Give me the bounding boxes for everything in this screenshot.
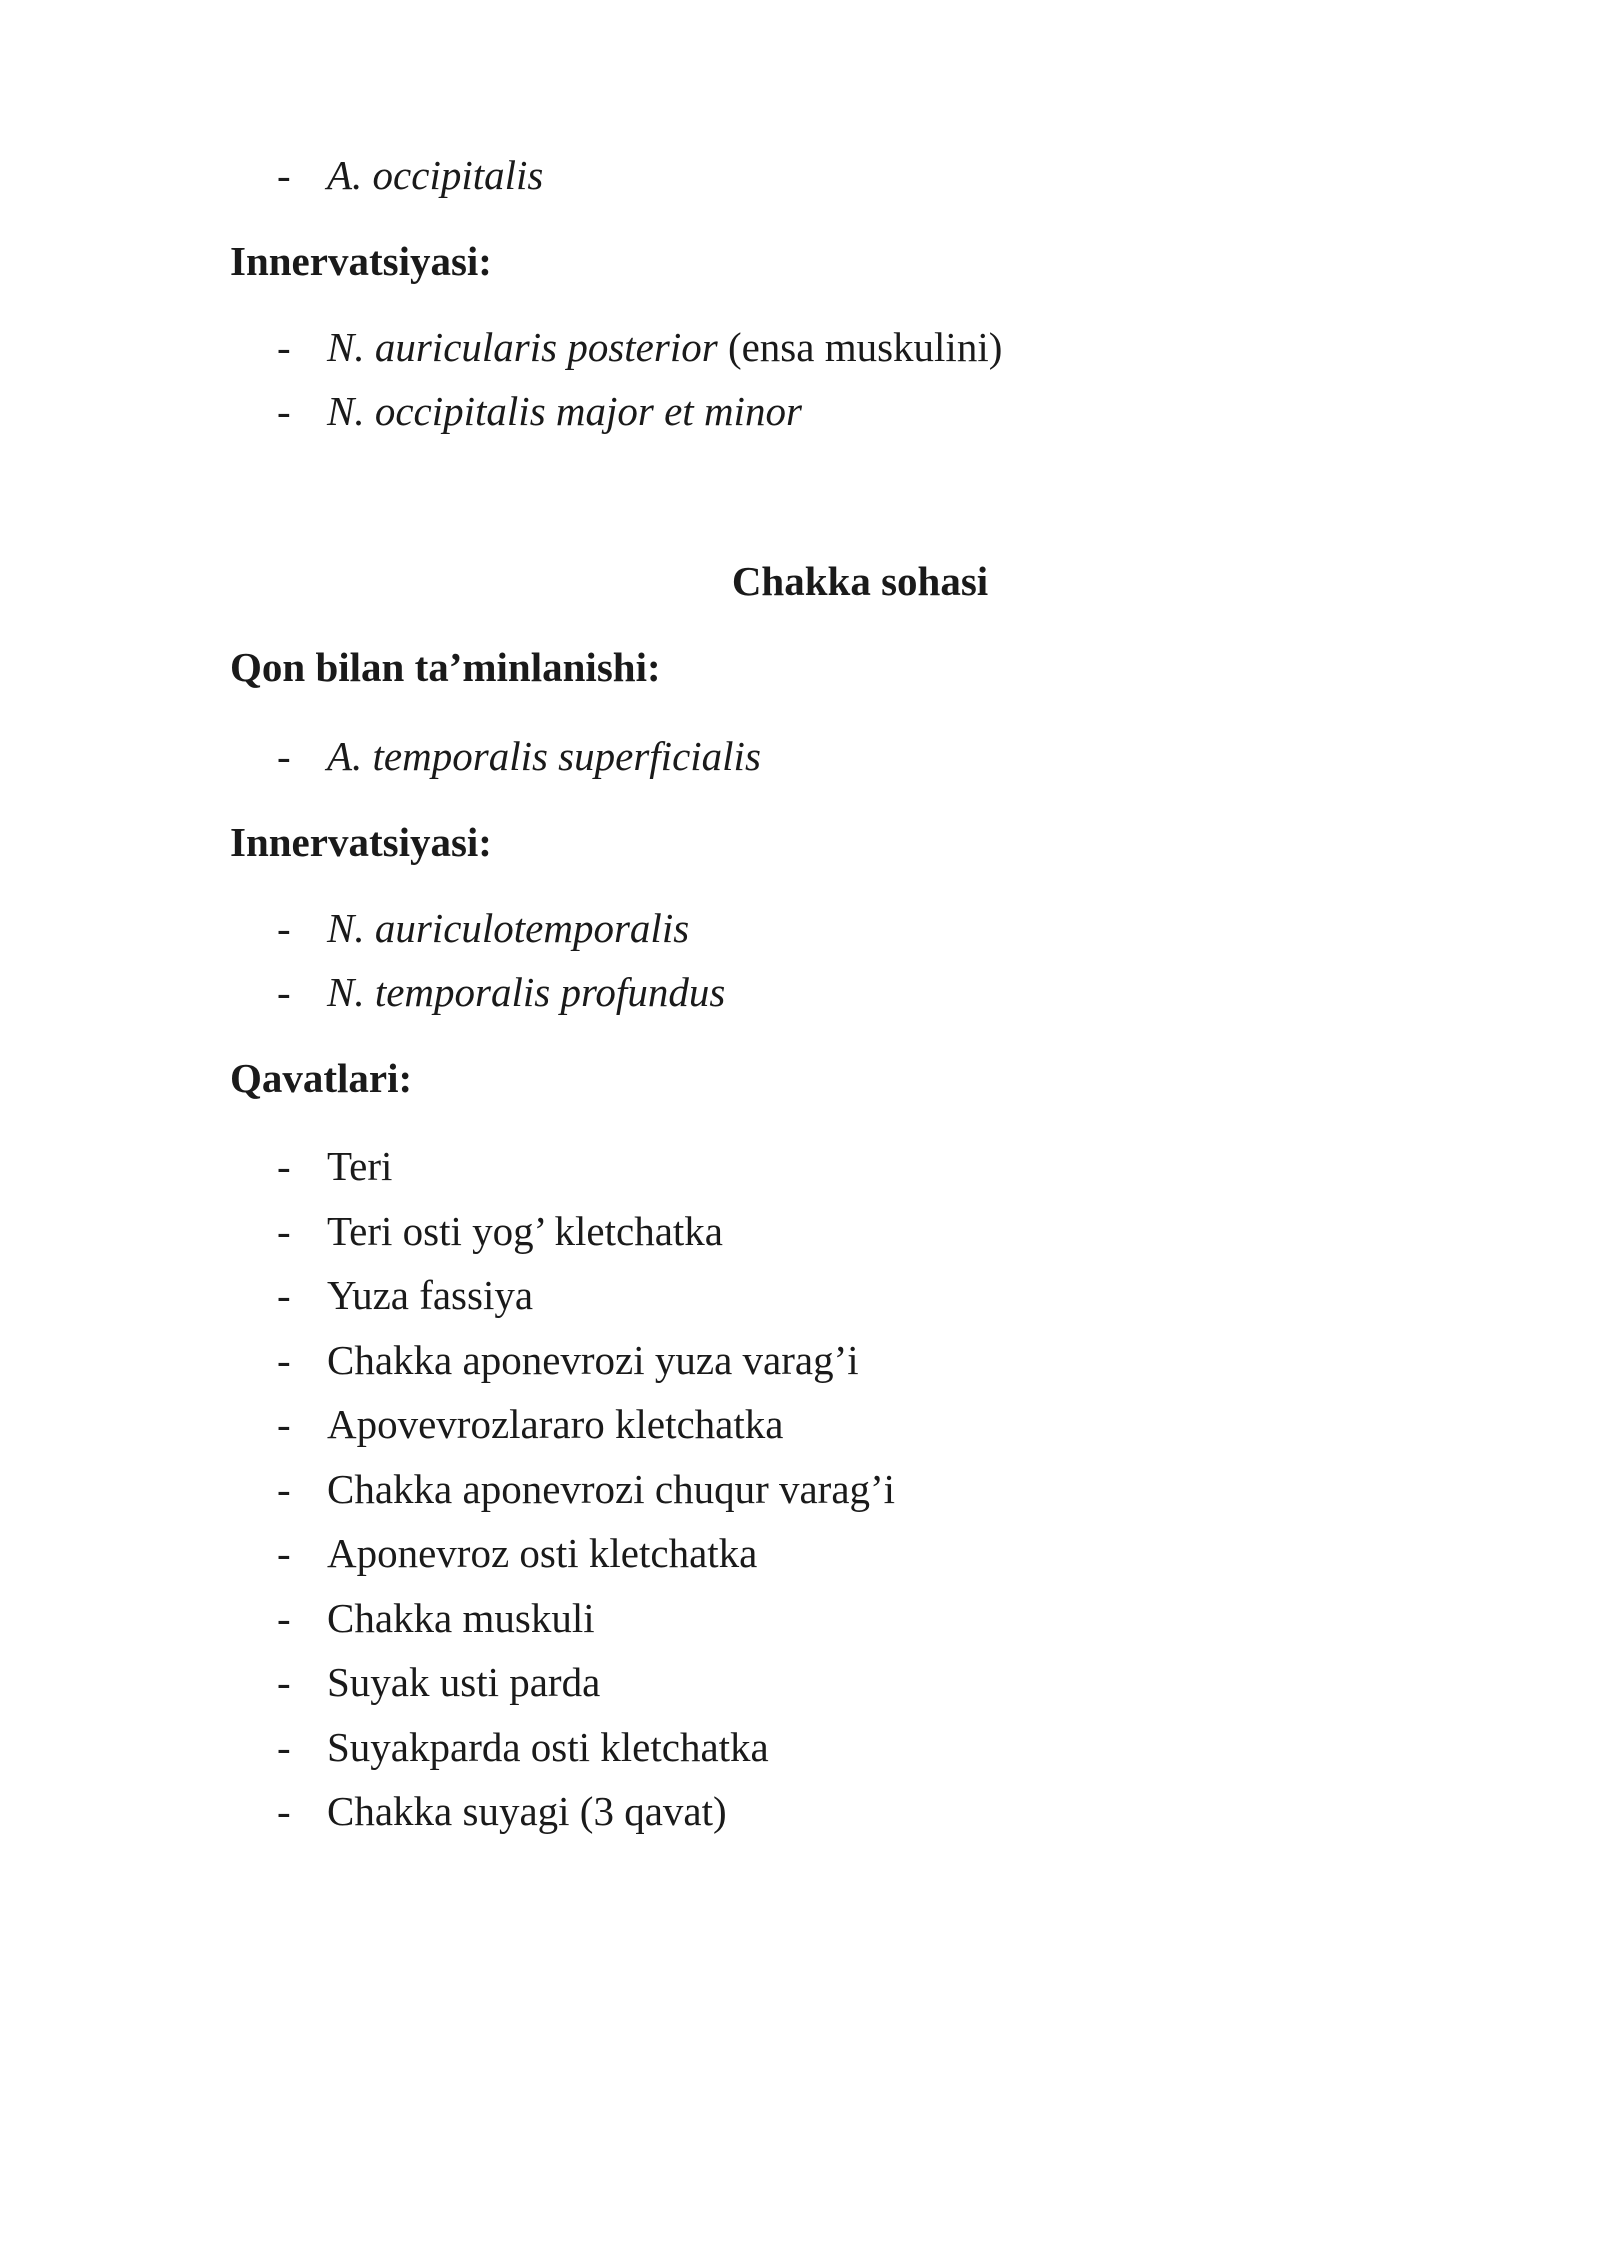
item-italic-text: N. occipitalis major et minor xyxy=(327,388,802,434)
list-dash: - xyxy=(277,905,291,951)
layer-item: Apovevrozlararo kletchatka xyxy=(327,1401,784,1447)
section-title: Chakka sohasi xyxy=(731,558,989,604)
layer-item: Suyakparda osti kletchatka xyxy=(327,1724,769,1770)
list-dash: - xyxy=(277,1466,291,1512)
list-item xyxy=(327,905,689,952)
blood-supply-heading: Qon bilan ta’minlanishi: xyxy=(230,644,661,690)
list-dash: - xyxy=(277,1337,291,1383)
layer-item: Yuza fassiya xyxy=(327,1272,534,1318)
list-dash: - xyxy=(277,152,291,198)
item-italic-text: A. temporalis superficialis xyxy=(327,733,761,779)
list-item xyxy=(327,969,725,1016)
list-dash: - xyxy=(277,1530,291,1576)
list-item xyxy=(327,733,761,780)
layer-item: Chakka aponevrozi yuza varag’i xyxy=(327,1337,859,1383)
item-italic-text: N. auricularis posterior xyxy=(327,324,718,370)
list-dash: - xyxy=(277,969,291,1015)
layer-item: Suyak usti parda xyxy=(327,1659,601,1705)
list-dash: - xyxy=(277,1659,291,1705)
layers-heading: Qavatlari: xyxy=(230,1055,413,1101)
innervation-heading: Innervatsiyasi: xyxy=(230,819,492,865)
layer-item: Chakka suyagi (3 qavat) xyxy=(327,1788,727,1834)
list-item xyxy=(327,324,1002,371)
layer-item: Chakka aponevrozi chuqur varag’i xyxy=(327,1466,896,1512)
list-item xyxy=(327,152,543,199)
layer-item: Teri osti yog’ kletchatka xyxy=(327,1208,723,1254)
list-dash: - xyxy=(277,1595,291,1641)
list-dash: - xyxy=(277,1788,291,1834)
item-plain-text: (ensa muskulini) xyxy=(717,324,1003,370)
list-dash: - xyxy=(277,1143,291,1189)
layer-item: Aponevroz osti kletchatka xyxy=(327,1530,758,1576)
list-dash: - xyxy=(277,1272,291,1318)
layer-item: Teri xyxy=(327,1143,393,1189)
list-dash: - xyxy=(277,1401,291,1447)
list-dash: - xyxy=(277,1208,291,1254)
layer-item: Chakka muskuli xyxy=(327,1595,595,1641)
list-item xyxy=(327,388,802,435)
list-dash: - xyxy=(277,388,291,434)
item-italic-text: N. temporalis profundus xyxy=(327,969,726,1015)
list-dash: - xyxy=(277,1724,291,1770)
item-italic-text: N. auriculotemporalis xyxy=(327,905,690,951)
list-dash: - xyxy=(277,324,291,370)
list-dash: - xyxy=(277,733,291,779)
innervation-heading: Innervatsiyasi: xyxy=(230,238,492,284)
item-italic-text: A. occipitalis xyxy=(327,152,544,198)
